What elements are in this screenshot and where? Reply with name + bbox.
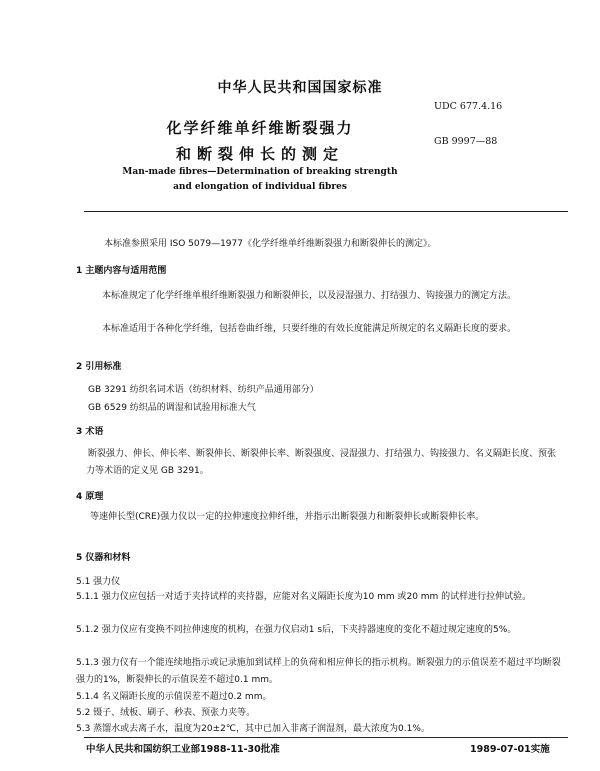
intro-paragraph: 本标准参照采用 ISO 5079—1977《化学纤维单纤维断裂强力和断裂伸长的测定》。 [104, 239, 437, 249]
approval-date: 中华人民共和国纺织工业部1988-11-30批准 [86, 744, 280, 755]
section-heading-3: 3 术语 [76, 427, 104, 437]
udc-code: UDC 677.4.16 [434, 101, 503, 112]
s1-paragraph-1: 本标准规定了化学纤维单根纤维断裂强力和断裂伸长，以及浸湿强力、打结强力、钩接强力的测定方法。 [102, 291, 517, 301]
reference-gb3291: GB 3291 纺织名词术语（纺织材料、纺织产品通用部分） [88, 385, 319, 395]
s4-paragraph: 等速伸长型(CRE)强力仪以一定的拉伸速度拉伸纤维，并指示出断裂强力和断裂伸长或断裂伸长率。 [90, 512, 485, 522]
item-5-3: 5.3 蒸馏水或去离子水，温度为20±2℃，其中已加入非离子润湿剂，最大浓度为0.1%。 [76, 724, 430, 734]
section-heading-1: 1 主题内容与适用范围 [76, 266, 167, 276]
s1-paragraph-2: 本标准适用于各种化学纤维，包括卷曲纤维，只要纤维的有效长度能满足所规定的名义隔距长度的要求。 [102, 324, 517, 334]
section-heading-5: 5 仪器和材料 [76, 553, 131, 563]
s3-paragraph: 断裂强力、伸长、伸长率、断裂伸长、断裂伸长率、断裂强度、浸湿强力、打结强力、钩接强力、名义隔距长度、预张力等术语的定义见 GB 3291。 [86, 449, 557, 476]
implementation-date: 1989-07-01实施 [470, 744, 550, 755]
title-line-2: 和断裂伸长的测定 [175, 145, 344, 163]
item-5-1-2: 5.1.2 强力仪应有变换不同拉伸速度的机构，在强力仪启动1 s后，下夹持器速度的变化不超过规定速度的5%。 [76, 625, 517, 635]
footer-rule [84, 737, 568, 738]
section-heading-4: 4 原理 [76, 492, 104, 502]
item-5-1-3: 5.1.3 强力仪有一个能连续地指示或记录施加到试样上的负荷和相应伸长的指示机构。断裂强力的示值误差不超过平均断裂强力的1%，断裂伸长的示值误差不超过0.1 mm。 [76, 658, 561, 685]
item-5-1: 5.1 强力仪 [76, 577, 121, 587]
english-title-line-1: Man-made fibres—Determination of breaking strength [122, 167, 398, 177]
document-body [76, 0, 564, 771]
item-5-1-4: 5.1.4 名义隔距长度的示值误差不超过0.2 mm。 [76, 692, 272, 702]
english-title-line-2: and elongation of individual fibres [173, 182, 347, 192]
section-heading-2: 2 引用标准 [76, 362, 122, 372]
title-line-1: 化学纤维单纤维断裂强力 [166, 119, 354, 137]
item-5-2: 5.2 镊子、绒板、刷子、秒表、预张力夹等。 [76, 708, 256, 718]
item-5-1-1: 5.1.1 强力仪应包括一对适于夹持试样的夹持器，应能对名义隔距长度为10 mm 或20 mm 的试样进行拉伸试验。 [76, 592, 532, 602]
reference-gb6529: GB 6529 纺织品的调湿和试验用标准大气 [88, 403, 256, 413]
gb-code: GB 9997—88 [434, 136, 498, 147]
standard-header: 中华人民共和国国家标准 [217, 80, 383, 96]
